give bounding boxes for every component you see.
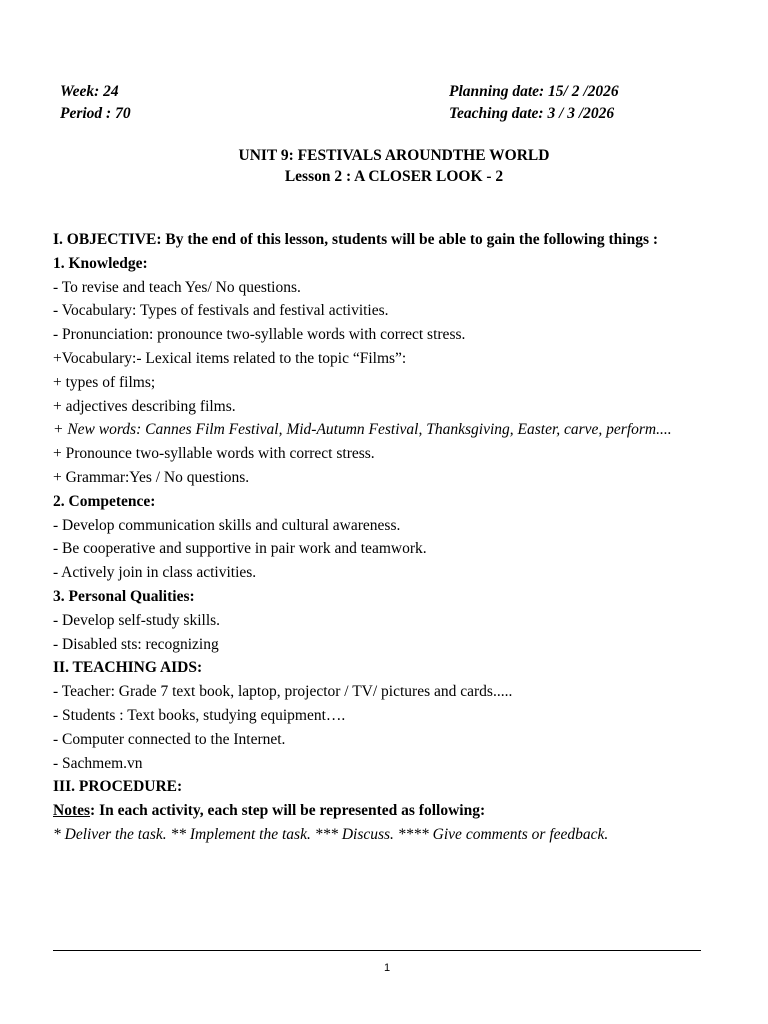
teaching-date: Teaching date: 3 / 3 /2026	[449, 105, 615, 122]
knowledge-item: +Vocabulary:- Lexical items related to the topic “Films”:	[53, 349, 407, 367]
objective-heading: I. OBJECTIVE: By the end of this lesson, students will be able to gain the following things :	[53, 231, 659, 248]
competence-item: - Actively join in class activities.	[53, 564, 257, 582]
teaching-aids-item: - Sachmem.vn	[53, 754, 143, 772]
knowledge-item: + types of films;	[53, 373, 156, 391]
knowledge-item: - Vocabulary: Types of festivals and festival activities.	[53, 302, 389, 320]
notes-label: Notes	[53, 802, 91, 820]
knowledge-heading: 1. Knowledge:	[53, 254, 148, 272]
knowledge-item: - Pronunciation: pronounce two-syllable words with correct stress.	[53, 326, 466, 344]
header-left	[60, 81, 131, 125]
page-number: 1	[383, 962, 391, 974]
procedure-heading: III. PROCEDURE:	[53, 778, 183, 796]
lesson-plan-body	[53, 228, 713, 847]
qualities-heading: 3. Personal Qualities:	[53, 587, 195, 605]
period-label: Period : 70	[60, 105, 131, 122]
unit-title: UNIT 9: FESTIVALS AROUNDTHE WORLD	[238, 147, 550, 164]
knowledge-item: + adjectives describing films.	[53, 397, 236, 415]
lesson-titles	[0, 145, 768, 187]
knowledge-item: + Grammar:Yes / No questions.	[53, 468, 250, 486]
knowledge-item: - To revise and teach Yes/ No questions.	[53, 278, 301, 296]
procedure-notes	[53, 799, 713, 823]
week-label: Week: 24	[60, 83, 119, 100]
teaching-aids-item: - Computer connected to the Internet.	[53, 730, 286, 748]
competence-item: - Be cooperative and supportive in pair work and teamwork.	[53, 540, 427, 558]
procedure-steps: * Deliver the task. ** Implement the task. *** Discuss. **** Give comments or feedback.	[53, 825, 609, 843]
new-words-item: + New words: Cannes Film Festival, Mid-Autumn Festival, Thanksgiving, Easter, carve, perform....	[53, 421, 672, 439]
competence-heading: 2. Competence:	[53, 492, 156, 510]
qualities-item: - Develop self-study skills.	[53, 611, 221, 629]
planning-date: Planning date: 15/ 2 /2026	[449, 83, 619, 100]
knowledge-item: + Pronounce two-syllable words with correct stress.	[53, 445, 375, 463]
footer-divider	[53, 950, 701, 951]
qualities-item: - Disabled sts: recognizing	[53, 635, 219, 653]
teaching-aids-item: - Teacher: Grade 7 text book, laptop, projector / TV/ pictures and cards.....	[53, 683, 513, 701]
teaching-aids-heading: II. TEACHING AIDS:	[53, 659, 203, 677]
header-right	[449, 81, 619, 125]
competence-item: - Develop communication skills and cultural awareness.	[53, 516, 401, 534]
lesson-title: Lesson 2 : A CLOSER LOOK - 2	[284, 168, 504, 185]
teaching-aids-item: - Students : Text books, studying equipment….	[53, 706, 346, 724]
notes-text: : In each activity, each step will be represented as following:	[90, 802, 486, 820]
